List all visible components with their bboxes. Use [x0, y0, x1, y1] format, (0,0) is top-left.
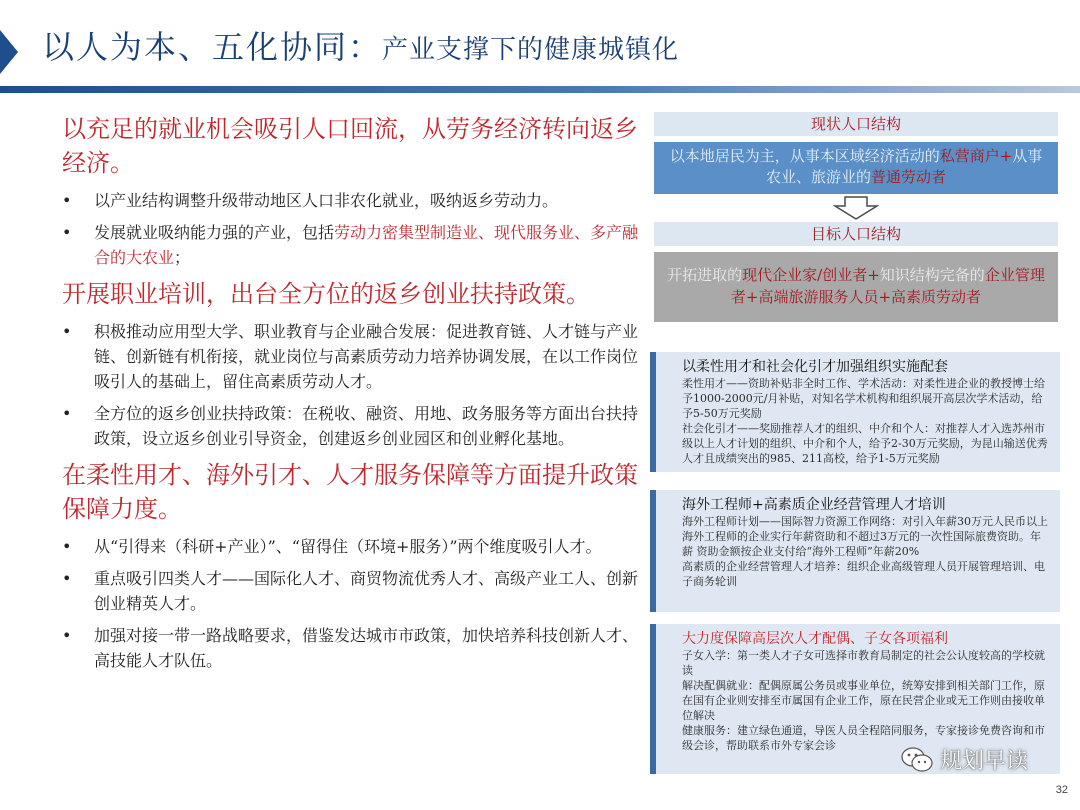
page-number: 32: [1055, 784, 1068, 796]
current-structure-box: [654, 142, 1058, 194]
structure-text: 从事农业、旅游业的: [765, 147, 1043, 186]
card-title: 以柔性用才和社会化引才加强组织实施配套: [682, 359, 948, 375]
bullet-text: 从“引得来（科研+产业）”、“留得住（环境+服务）”两个维度吸引人才。: [94, 537, 602, 556]
structure-text-highlight: 企业管理者+高端旅游服务人员+高素质劳动者: [730, 266, 1045, 306]
list-item: [62, 623, 642, 673]
bullet-text-highlight: 劳动力密集型制造业、现代服务业、多产融合的大农业: [94, 223, 639, 267]
bullet-text: 重点吸引四类人才——国际化人才、商贸物流优秀人才、高级产业工人、创新创业精英人才。: [94, 569, 639, 613]
card-paragraph: 健康服务：建立绿色通道，导医人员全程陪同服务，专家接诊免费咨询和市级会诊，帮助联系市外专家会诊: [682, 724, 1045, 752]
section-heading: 开展职业培训，出台全方位的返乡创业扶持政策。: [62, 280, 590, 308]
bullet-dot: •: [62, 537, 72, 556]
list-item: [62, 566, 642, 616]
bullet-dot: •: [62, 322, 72, 341]
policy-card: [650, 490, 1060, 612]
down-arrow-icon: [654, 194, 1058, 222]
bullet-text: 全方位的返乡创业扶持政策：在税收、融资、用地、政务服务等方面出台扶持政策，设立返乡创业引导资金，创建返乡创业园区和创业孵化基地。: [94, 404, 639, 448]
list-item: [62, 220, 642, 270]
bullet-text: 发展就业吸纳能力强的产业，包括: [94, 223, 335, 242]
wechat-icon: [900, 746, 934, 774]
bullet-text: 积极推动应用型大学、职业教育与企业融合发展：促进教育链、人才链与产业链、创新链有机衔接，就业岗位与高素质劳动力培养协调发展，在以工作岗位吸引人的基础上，留住高素质劳动人才。: [94, 322, 639, 391]
target-structure-label: 目标人口结构: [654, 222, 1058, 246]
card-title: 大力度保障高层次人才配偶、子女各项福利: [682, 631, 948, 647]
list-item: [62, 188, 642, 213]
structure-text-highlight: 现代企业家/创业者+: [742, 266, 880, 284]
bullet-dot: •: [62, 191, 72, 210]
watermark: [900, 744, 1028, 775]
bullet-text: 加强对接一带一路战略要求，借鉴发达城市市政策，加快培养科技创新人才、高技能人才队伍。: [94, 626, 639, 670]
bullet-list: [62, 319, 642, 451]
list-item: [62, 401, 642, 451]
left-column: [62, 112, 642, 680]
bullet-text: 以产业结构调整升级带动地区人口非农化就业，吸纳返乡劳动力。: [94, 191, 559, 210]
list-item: [62, 319, 642, 394]
structure-text: 知识结构完备的: [879, 266, 985, 284]
page-header: [42, 22, 679, 82]
page-subtitle: 产业支撑下的健康城镇化: [382, 35, 680, 65]
structure-text-highlight: +: [999, 147, 1013, 165]
bullet-text: ；: [174, 248, 191, 267]
list-item: [62, 534, 642, 559]
bullet-list: [62, 188, 642, 270]
structure-text-highlight: 私营商户: [939, 147, 1000, 165]
structure-text: 以本地居民为主，从事本区域经济活动的: [669, 147, 940, 165]
population-structure-panel: [654, 112, 1058, 322]
page-title: 以人为本、五化协同：: [42, 28, 383, 66]
card-paragraph: 社会化引才——奖励推荐人才的组织、中介和个人：对推荐人才入选苏州市级以上人才计划的组织、中介和个人，给予2-30万元奖励，为昆山输送优秀人才且成绩突出的985、211高校，给予1-5万元奖励: [682, 422, 1048, 465]
structure-text-highlight: 普通劳动者: [871, 168, 947, 186]
watermark-text: 规划早读: [940, 749, 1029, 774]
card-paragraph: 柔性用才——资助补贴非全时工作、学术活动：对柔性进企业的教授博士给予1000-2000元/月补贴，对知名学术机构和组织展开高层次学术活动，给予5-50万元奖励: [682, 377, 1045, 420]
card-paragraph: 子女入学：第一类人才子女可选择市教育局制定的社会公认度较高的学校就读: [682, 649, 1045, 677]
policy-card: [650, 352, 1060, 472]
structure-text: 开拓进取的: [667, 266, 743, 284]
current-structure-label: 现状人口结构: [654, 112, 1058, 136]
card-title: 海外工程师+高素质企业经营管理人才培训: [682, 497, 946, 513]
section-heading: 以充足的就业机会吸引人口回流，从劳务经济转向返乡经济。: [62, 115, 638, 177]
bullet-dot: •: [62, 626, 72, 645]
target-structure-box: [654, 252, 1058, 322]
bullet-dot: •: [62, 404, 72, 423]
section-heading: 在柔性用才、海外引才、人才服务保障等方面提升政策保障力度。: [62, 461, 638, 523]
card-paragraph: 高素质的企业经营管理人才培养：组织企业高级管理人员开展管理培训、电子商务轮训: [682, 560, 1045, 588]
title-marker: [0, 30, 18, 74]
bullet-dot: •: [62, 223, 72, 242]
card-paragraph: 海外工程师计划——国际智力资源工作网络：对引入年薪30万元人民币以上海外工程师的企业实行年薪资助和不超过3万元的一次性国际旅费资助。年薪 资助金额按企业支付给“海外工程师”年薪20%: [682, 515, 1048, 558]
bullet-dot: •: [62, 569, 72, 588]
card-paragraph: 解决配偶就业：配偶原属公务员或事业单位，统筹安排到相关部门工作，原在国有企业则安排至市属国有企业工作，原在民营企业或无工作则由接收单位解决: [682, 679, 1045, 722]
header-rule: [0, 86, 1080, 93]
bullet-list: [62, 534, 642, 673]
